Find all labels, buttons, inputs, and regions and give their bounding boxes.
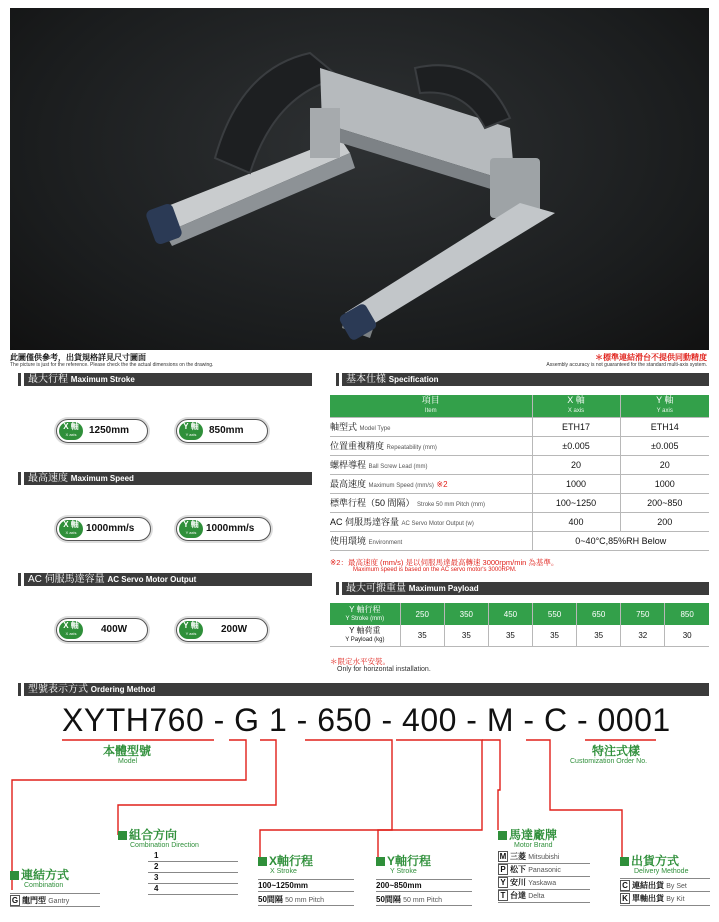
special-label: 特注式樣 [592, 744, 641, 758]
y-stroke-value: 850mm [209, 425, 244, 436]
x-axis-badge: X 軸 X axis [59, 621, 83, 639]
ordering-title: 型號表示方式 [28, 684, 88, 695]
servo-title: AC 伺服馬達容量 [28, 574, 105, 585]
bullet-square [258, 857, 267, 866]
payload-title-en: Maximum Payload [408, 584, 479, 593]
max-speed-title-en: Maximum Speed [70, 474, 134, 483]
x-servo-pill [56, 618, 148, 642]
motor-brand-label-en: Motor Brand [514, 842, 553, 849]
x-stroke-range: 100~1250mm [258, 879, 354, 892]
spec-table [330, 395, 709, 551]
servo-title-en: AC Servo Motor Output [107, 575, 197, 584]
y-speed-pill [176, 517, 271, 541]
list-item: C 連結出貨 By Set [620, 878, 710, 892]
x-stroke-label: X軸行程 [258, 852, 313, 869]
stroke-cell: 750 [621, 603, 665, 625]
spec-title: 基本仕樣 [346, 374, 386, 385]
table-row: AC 伺服馬達容量 AC Servo Motor Output (w) 400 200 [330, 512, 709, 531]
x-axis-badge: X 軸 X axis [59, 520, 83, 538]
direction-list [148, 851, 238, 895]
payload-cell: 35 [488, 625, 532, 646]
bullet-square [118, 831, 127, 840]
payload-title: 最大可搬重量 [346, 583, 406, 594]
direction-code: 1 [148, 851, 238, 862]
picture-note: 此圖僅供參考，出貨規格詳見尺寸圖面 [10, 353, 146, 362]
list-item: M 三菱 Mitsubishi [498, 851, 590, 864]
x-axis-badge: X 軸 X axis [59, 422, 83, 440]
direction-label: 組合方向 [118, 826, 177, 843]
ordering-title-en: Ordering Method [90, 685, 156, 694]
list-item: P 松下 Panasonic [498, 864, 590, 877]
servo-header [24, 573, 312, 586]
payload-cell: 35 [577, 625, 621, 646]
bullet-square [376, 857, 385, 866]
payload-header [342, 582, 709, 595]
connection-option: G 龍門型 Gantry [10, 893, 100, 907]
y-stroke-pitch: 50間隔 50 mm Pitch [376, 894, 472, 906]
table-row: 使用環境 Environment 0~40°C,85%RH Below [330, 531, 709, 550]
y-servo-pill [176, 618, 268, 642]
delivery-list [620, 878, 710, 906]
payload-note: ＊限定水平安裝。 [330, 657, 390, 666]
payload-head-row [330, 603, 709, 625]
max-stroke-title-en: Maximum Stroke [70, 375, 135, 384]
y-servo-value: 200W [221, 624, 248, 635]
delivery-label: 出貨方式 [620, 852, 679, 869]
y-stroke-label: Y 軸行程 Y Stroke (mm) [330, 603, 400, 625]
body-model-label-en: Model [118, 758, 138, 765]
payload-cell: 35 [400, 625, 444, 646]
stroke-cell: 650 [577, 603, 621, 625]
spec-head-item: 項目 Item [330, 395, 532, 417]
stroke-cell: 350 [444, 603, 488, 625]
y-stroke-label-en: Y Stroke [390, 868, 417, 875]
delivery-label-en: Delivery Methode [634, 868, 689, 875]
x-speed-value: 1000mm/s [86, 523, 135, 534]
x-servo-value: 400W [101, 624, 128, 635]
payload-note-en: Only for horizontal installation. [337, 666, 431, 673]
y-payload-label: Y 軸荷重 Y Payload (kg) [330, 625, 400, 646]
direction-code: 2 [148, 862, 238, 873]
spec-note: ※2：最高速度 (mm/s) 是以伺服馬達最高轉速 3000rpm/min 為基準。 [330, 558, 559, 567]
stroke-cell: 250 [400, 603, 444, 625]
table-row: 位置重複精度 Repeatability (mm) ±0.005 ±0.005 [330, 436, 709, 455]
table-row: 最高速度 Maximum Speed (mm/s) ※2 1000 1000 [330, 474, 709, 493]
y-axis-badge: Y 軸 Y axis [179, 621, 203, 639]
spec-title-en: Specification [388, 375, 439, 384]
max-speed-header [24, 472, 312, 485]
product-image [10, 8, 709, 350]
special-label-en: Customization Order No. [570, 758, 648, 765]
accuracy-note: ＊標準連結滑台不提供同動精度 [595, 353, 707, 362]
y-stroke-pill [176, 419, 268, 443]
spec-head-row [330, 395, 709, 417]
max-stroke-header [24, 373, 312, 386]
payload-table [330, 603, 709, 647]
model-code: XYTH760 - G 1 - 650 - 400 - M - C - 0001 [62, 702, 671, 738]
list-item: T 台達 Delta [498, 890, 590, 903]
payload-row [330, 625, 709, 646]
spec-note-en: Maximum speed is based on the AC servo motor's 3000RPM. [353, 567, 517, 573]
table-row: 軸型式 Model Type ETH17 ETH14 [330, 417, 709, 436]
direction-code: 4 [148, 884, 238, 895]
stroke-cell: 850 [665, 603, 709, 625]
list-item: K 單軸出貨 By Kit [620, 892, 710, 906]
table-row: 標準行程（50 間隔） Stroke 50 mm Pitch (mm) 100~1250 200~850 [330, 493, 709, 512]
body-model-label: 本體型號 [103, 744, 152, 758]
y-stroke-label: Y軸行程 [376, 852, 431, 869]
stroke-cell: 550 [533, 603, 577, 625]
y-speed-value: 1000mm/s [206, 523, 255, 534]
spec-header [342, 373, 709, 386]
connection-label-en: Combination [24, 882, 64, 889]
ordering-header [24, 683, 709, 696]
max-stroke-title: 最大行程 [28, 374, 68, 385]
y-axis-badge: Y 軸 Y axis [179, 422, 203, 440]
max-speed-title: 最高速度 [28, 473, 68, 484]
spec-head-y: Y 軸 Y axis [620, 395, 709, 417]
accuracy-note-en: Assembly accuracy is not guaranteed for the standard multi-axis system. [546, 362, 707, 368]
motor-brand-list [498, 851, 590, 903]
x-stroke-label-en: X Stroke [270, 868, 297, 875]
stroke-cell: 450 [488, 603, 532, 625]
y-axis-badge: Y 軸 Y axis [179, 520, 203, 538]
bullet-square [498, 831, 507, 840]
payload-cell: 32 [621, 625, 665, 646]
x-stroke-value: 1250mm [89, 425, 130, 436]
x-speed-pill [56, 517, 151, 541]
x-stroke-pill [56, 419, 148, 443]
payload-cell: 30 [665, 625, 709, 646]
motor-brand-label: 馬達廠牌 [498, 826, 557, 843]
y-stroke-range: 200~850mm [376, 879, 472, 892]
picture-note-en: The picture is just for the reference. Please check the the actual dimensions on the drawing. [10, 362, 214, 368]
list-item: Y 安川 Yaskawa [498, 877, 590, 890]
payload-cell: 35 [533, 625, 577, 646]
spec-head-x: X 軸 X axis [532, 395, 620, 417]
connection-label: 連結方式 [10, 866, 69, 883]
table-row: 螺桿導程 Ball Screw Lead (mm) 20 20 [330, 455, 709, 474]
direction-label-en: Combination Direction [130, 842, 199, 849]
bullet-square [10, 871, 19, 880]
bullet-square [620, 857, 629, 866]
x-stroke-pitch: 50間隔 50 mm Pitch [258, 894, 354, 906]
direction-code: 3 [148, 873, 238, 884]
payload-cell: 35 [444, 625, 488, 646]
